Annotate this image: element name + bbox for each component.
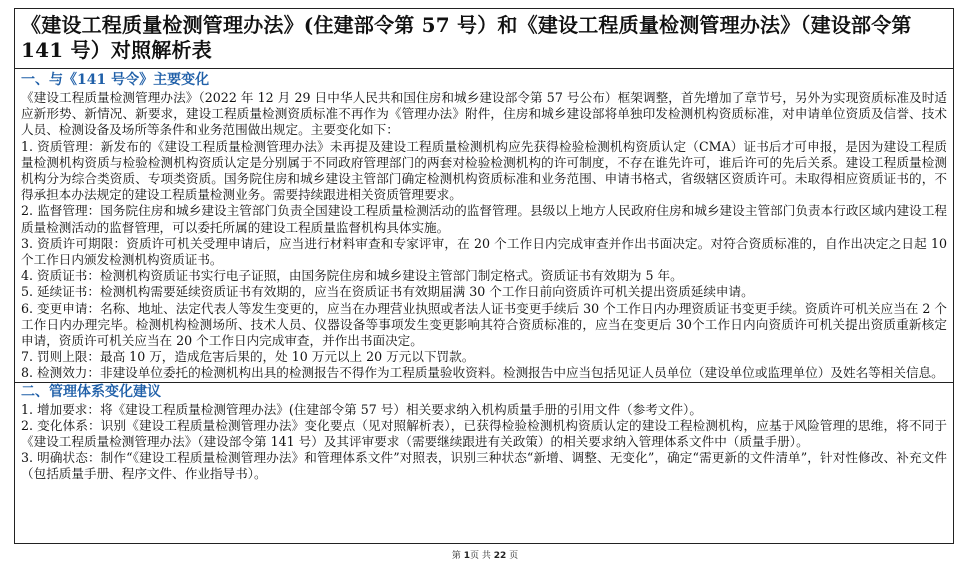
- footer-middle: 页 共: [470, 551, 494, 561]
- footer-suffix: 页: [506, 551, 519, 561]
- footer-total-pages: 22: [493, 551, 507, 561]
- suggestion-item-add: 1. 增加要求：将《建设工程质量检测管理办法》(住建部令第 57 号）相关要求纳入机构质量手册的引用文件（参考文件）。: [21, 401, 702, 417]
- section-heading-suggestions: 二、管理体系变化建议: [15, 382, 953, 402]
- change-item-report-validity: 8. 检测效力：非建设单位委托的检测机构出具的检测报告不得作为工程质量验收资料。检测报告中应当包括见证人员单位（建设单位或监理单位）及姓名等相关信息。: [21, 365, 944, 381]
- suggestion-item-system: 2. 变化体系：识别《建设工程质量检测管理办法》变化要点（见对照解析表），已获得检验检测机构资质认定的建设工程检测机构，应基于风险管理的思维，将不同于《建设工程质量检测管理办法》（建设部令第 141 号）及其评审要求（需要继续跟进有关政策）的相关要求纳入管理体系文件中（质量手册）。: [21, 417, 947, 450]
- change-item-qualification: 1. 资质管理：新发布的《建设工程质量检测管理办法》未再提及建设工程质量检测机构应先获得检验检测机构资质认定（CMA）证书后才可申报，是因为建设工程质量检测机构资质与检验检测机构资质认定是分别属于不同政府管理部门的两套对检验检测机构的许可制度，不存在谁先许可，谁后许可的先后关系。建设工程质量检测机构分为综合类资质、专项类资质。国务院住房和城乡建设主管部门确定检测机构资质标准和业务范围、申请书格式，省级辖区资质许可。未取得相应资质证书的，不得承担本办法规定的建设工程质量检测业务。需要持续跟进相关资质管理要求。: [21, 138, 947, 203]
- suggestion-item-status: 3. 明确状态：制作“《建设工程质量检测管理办法》和管理体系文件”对照表，识别三种状态“新增、调整、无变化”，确定“需更新的文件清单”，针对性修改、补充文件（包括质量手册、程序文件、作业指导书）。: [21, 450, 947, 482]
- footer-current-page: 1: [463, 551, 470, 561]
- change-item-permit-period: 3. 资质许可期限：资质许可机关受理申请后，应当进行材料审查和专家评审，在 20 个工作日内完成审查并作出书面决定。对符合资质标准的，自作出决定之日起 10 个工作日内颁发检测机构资质证书。: [21, 235, 947, 268]
- change-item-certificate: 4. 资质证书：检测机构资质证书实行电子证照，由国务院住房和城乡建设主管部门制定格式。资质证书有效期为 5 年。: [21, 268, 683, 284]
- change-item-renewal: 5. 延续证书：检测机构需要延续资质证书有效期的，应当在资质证书有效期届满 30 个工作日前向资质许可机关提出资质延续申请。: [21, 284, 754, 300]
- document-body: [15, 69, 953, 483]
- document-table: [14, 8, 954, 544]
- section-heading-changes: 一、与《141 号令》主要变化: [21, 72, 210, 88]
- change-item-alteration: 6. 变更申请：名称、地址、法定代表人等发生变更的，应当在办理营业执照或者法人证书变更手续后 30 个工作日内办理资质证书变更手续。资质许可机关应当在 2 个工作日内办理完毕。检测机构检测场所、技术人员、仪器设备等事项发生变更影响其符合资质标准的，应当在变更后 30个工作日内向资质许可机关提出资质重新核定申请，资质许可机关应当在 20 个工作日内完成审查，并作出书面决定。: [21, 300, 947, 349]
- change-item-penalty: 7. 罚则上限：最高 10 万，造成危害后果的，处 10 万元以上 20 万元以下罚款。: [21, 349, 475, 365]
- changes-intro: 《建设工程质量检测管理办法》（2022 年 12 月 29 日中华人民共和国住房和城乡建设部令第 57 号公布）框架调整，首先增加了章节号，另外为实现资质标准及时适应新形势、新情况、新要求，建设工程质量检测资质标准不再作为《管理办法》附件，住房和城乡建设部将单独印发检测机构资质标准，对申请单位资质及信誉、技术人员、检测设备及场所等条件和业务范围做出规定。主要变化如下：: [21, 90, 947, 138]
- page-footer: [0, 548, 970, 561]
- footer-prefix: 第: [451, 551, 464, 561]
- change-item-supervision: 2. 监督管理：国务院住房和城乡建设主管部门负责全国建设工程质量检测活动的监督管理。县级以上地方人民政府住房和城乡建设主管部门负责本行政区域内建设工程质量检测活动的监督管理，可以委托所属的建设工程质量监督机构具体实施。: [21, 203, 947, 235]
- document-title: 《建设工程质量检测管理办法》(住建部令第 57 号）和《建设工程质量检测管理办法》（建设部令第 141 号）对照解析表: [15, 9, 953, 69]
